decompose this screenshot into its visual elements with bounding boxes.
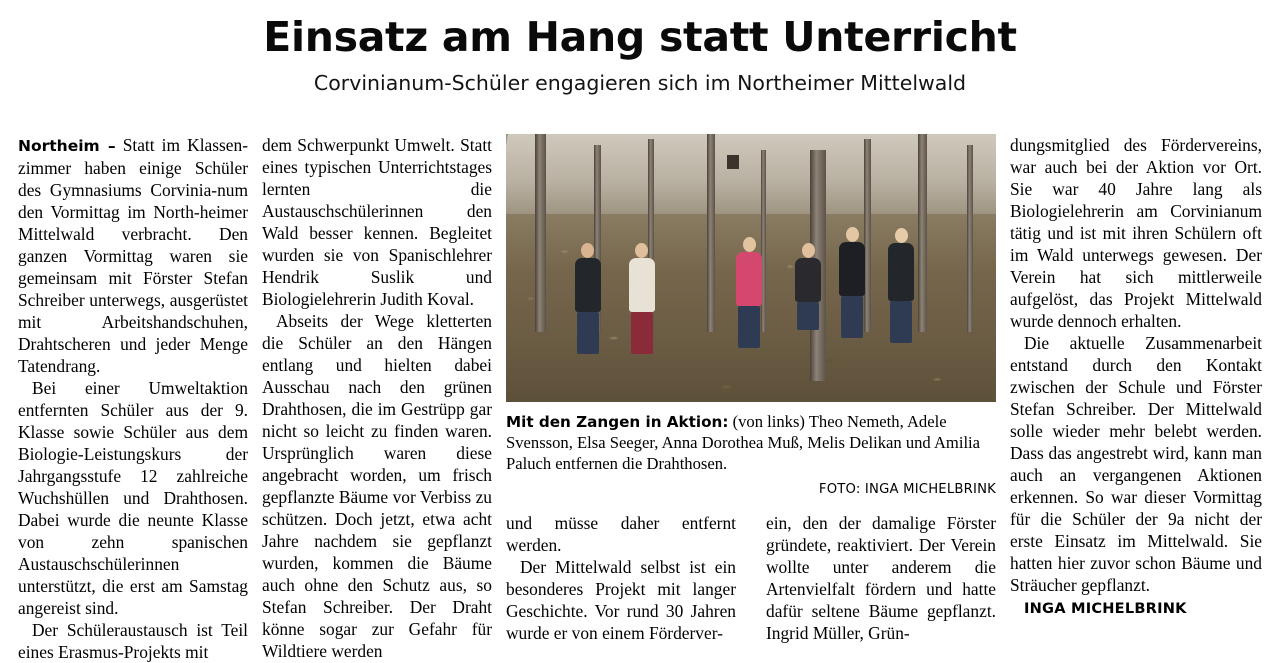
article-column-3a — [506, 512, 736, 644]
photo-tree — [967, 145, 973, 333]
photo-person — [629, 243, 655, 354]
article-columns — [18, 134, 1262, 662]
photo-block — [506, 134, 996, 497]
article-column-1 — [18, 134, 248, 663]
photo-person — [795, 243, 821, 330]
article-photo — [506, 134, 996, 402]
paragraph-text: Der Schüleraustausch ist Teil eines Erasmus-Projekts mit — [18, 619, 248, 662]
newspaper-article-page — [0, 13, 1280, 662]
photo-person — [575, 243, 601, 354]
photo-person — [839, 227, 865, 338]
photo-tree — [918, 134, 927, 332]
paragraph-text: ein, den der damalige Förster gründete, reaktiviert. Der Verein wollte unter anderem die Artenvielfalt fördern und hatte dafür seltene Bäume gepflanzt. Ingrid Müller, Grün- — [766, 513, 996, 644]
photo-tree — [707, 134, 715, 332]
article-byline — [1010, 596, 1262, 618]
article-column-3 — [506, 134, 996, 663]
photo-tree — [535, 134, 546, 332]
paragraph-text: Abseits der Wege kletterten die Schüler an den Hängen entlang und hielten dabei Ausschau nach den grünen Drahthosen, die im Gestrüpp gar nicht so leicht zu finden waren. Ursprünglich waren diese angebracht worden, um frisch gepflanzte Bäume vor Verbiss zu schützen. Doch jetzt, etwa acht Jahre nachdem sie gepflanzt wurden, kommen die Bäume auch ohne den Schutz aus, so Stefan Schreiber. Der Draht könne sogar zur Gefahr für Wildtiere werden — [262, 311, 492, 662]
photo-credit: FOTO: INGA MICHELBRINK — [818, 482, 996, 498]
photo-caption-lead: Mit den Zangen in Aktion: — [506, 413, 729, 431]
article-columns-under-photo — [506, 512, 996, 644]
dateline-label: Northeim – — [18, 137, 116, 155]
page-subtitle: Corvinianum-Schüler engagieren sich im Northeimer Mittelwald — [313, 71, 967, 96]
article-column-2 — [262, 134, 492, 663]
photo-person — [736, 237, 762, 348]
photo-nest-box — [727, 155, 739, 169]
photo-person — [888, 228, 914, 343]
byline-text: INGA MICHELBRINK — [1024, 600, 1187, 618]
paragraph-text: Die aktuelle Zusammenarbeit entstand durch den Kontakt zwischen der Schule und Förster Stefan Schreiber. Der Mittelwald solle wieder mehr belebt werden. Dass das angestrebt wird, kann man auch an vergangenen Aktionen erkennen. So war dieser Vormittag für die Schüler der 9a nicht der erste Einsatz im Mittelwald. Sie hatten hier zuvor schon Bäume und Sträucher gepflanzt. — [1010, 333, 1262, 596]
paragraph-text: dungsmitglied des Fördervereins, war auch bei der Aktion vor Ort. Sie war 40 Jahre lang als Biologielehrerin am Corvinianum tätig und ist mit ihren Schülern oft im Wald unterwegs gewesen. Der Verein hat sich mittlerweile aufgelöst, das Projekt Mittelwald wurde dennoch erhalten. — [1010, 135, 1262, 332]
article-column-3b — [766, 512, 996, 644]
paragraph-text: dem Schwerpunkt Umwelt. Statt eines typischen Unterrichtstages lernten die Austauschschülerinnen den Wald besser kennen. Begleitet wurden sie von Spanischlehrer Hendrik Suslik und Biologielehrerin Judith Koval. — [262, 135, 492, 310]
page-title: Einsatz am Hang statt Unterricht — [263, 13, 1017, 61]
paragraph-text: Der Mittelwald selbst ist ein besonderes Projekt mit langer Geschichte. Vor rund 30 Jahren wurde er von einem Förderver- — [506, 557, 736, 644]
paragraph-text: und müsse daher entfernt werden. — [506, 513, 736, 556]
photo-caption — [506, 411, 996, 474]
photo-caption-text: (von links) Theo Nemeth, Adele Svensson, Elsa Seeger, Anna Dorothea Muß, Melis Delikan und Amilia Paluch entfernen die Drahthosen. — [506, 412, 981, 474]
paragraph-text: Bei einer Umweltaktion entfernten Schüler aus der 9. Klasse sowie Schüler aus dem Biologie-Leistungskurs der Jahrgangsstufe 12 zahlreiche Wuchshüllen und Drahthosen. Dabei wurde die neunte Klasse von zehn spanischen Austauschschülerinnen unterstützt, die erst am Samstag angereist sind. — [18, 377, 248, 618]
paragraph-dateline — [18, 134, 248, 377]
article-column-4 — [1010, 134, 1262, 663]
paragraph-text: Statt im Klassen-zimmer haben einige Schüler des Gymnasiums Corvinia-num den Vormittag im North-heimer Mittelwald verbracht. Den ganzen Vormittag waren sie gemeinsam mit Förster Stefan Schreiber unterwegs, ausgerüstet mit Arbeitshandschuhen, Drahtscheren und jeder Menge Tatendrang. — [18, 135, 248, 376]
